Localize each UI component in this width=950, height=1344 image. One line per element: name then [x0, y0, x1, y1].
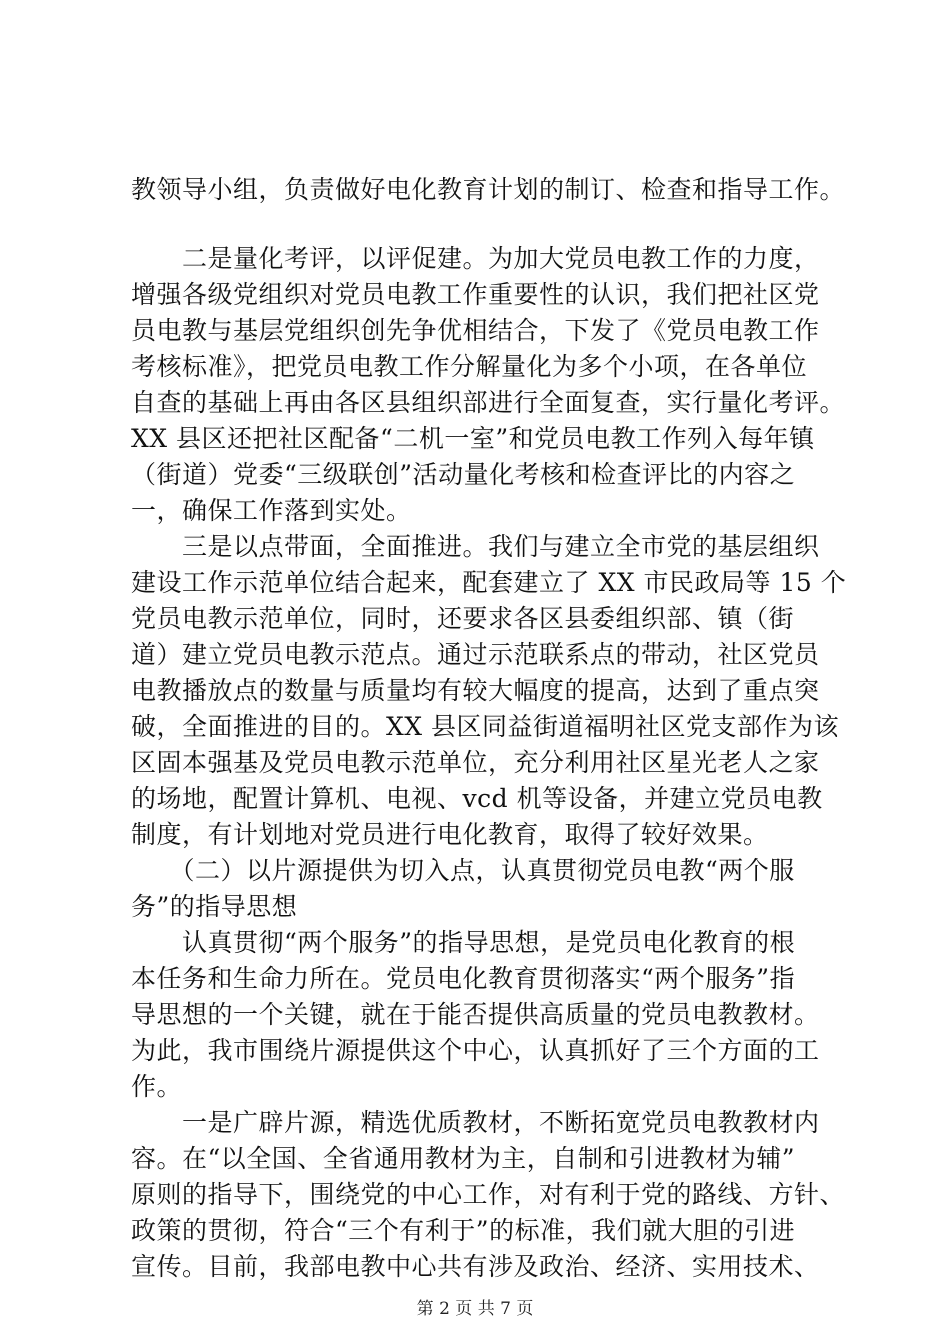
text-line-23: 导思想的一个关键，就在于能否提供高质量的党员电教教材。	[131, 1000, 820, 1029]
page-number-footer: 第 2 页 共 7 页	[416, 1299, 534, 1319]
text-line-26: 一是广辟片源，精选优质教材，不断拓宽党员电教教材内	[131, 1108, 820, 1137]
text-line-5: 考核标准》，把党员电教工作分解量化为多个小项，在各单位	[131, 352, 808, 381]
text-line-28: 原则的指导下，围绕党的中心工作，对有利于党的路线、方针、	[131, 1180, 846, 1209]
text-line-4: 员电教与基层党组织创先争优相结合，下发了《党员电教工作	[131, 316, 820, 345]
text-line-30: 宣传。目前，我部电教中心共有涉及政治、经济、实用技术、	[131, 1252, 820, 1281]
text-line-6: 自查的基础上再由各区县组织部进行全面复查，实行量化考评。	[131, 388, 846, 417]
text-line-3: 增强各级党组织对党员电教工作重要性的认识，我们把社区党	[131, 280, 820, 309]
text-line-21: 认真贯彻“两个服务”的指导思想，是党员电化教育的根	[131, 928, 796, 957]
text-line-16: 区固本强基及党员电教示范单位，充分利用社区星光老人之家	[131, 748, 820, 777]
text-line-13: 道）建立党员电教示范点。通过示范联系点的带动，社区党员	[131, 640, 820, 669]
text-line-9: 一，确保工作落到实处。	[131, 496, 412, 525]
text-line-25: 作。	[131, 1072, 183, 1101]
text-line-29: 政策的贯彻，符合“三个有利于”的标准，我们就大胆的引进	[131, 1216, 796, 1245]
text-line-11: 建设工作示范单位结合起来，配套建立了 XX 市民政局等 15 个	[131, 568, 847, 597]
text-line-18: 制度，有计划地对党员进行电化教育，取得了较好效果。	[131, 820, 769, 849]
text-line-7: XX 县区还把社区配备“二机一室”和党员电教工作列入每年镇	[131, 424, 815, 453]
text-line-10: 三是以点带面，全面推进。我们与建立全市党的基层组织	[131, 532, 820, 561]
text-line-27: 容。在“以全国、全省通用教材为主，自制和引进教材为辅”	[131, 1144, 796, 1173]
text-line-14: 电教播放点的数量与质量均有较大幅度的提高，达到了重点突	[131, 676, 820, 705]
text-line-15: 破，全面推进的目的。XX 县区同益街道福明社区党支部作为该	[131, 712, 840, 741]
text-line-12: 党员电教示范单位，同时，还要求各区县委组织部、镇（街	[131, 604, 795, 633]
text-line-1: 教领导小组，负责做好电化教育计划的制订、检查和指导工作。	[131, 175, 846, 204]
text-line-17: 的场地，配置计算机、电视、vcd 机等设备，并建立党员电教	[131, 784, 823, 813]
text-line-22: 本任务和生命力所在。党员电化教育贯彻落实“两个服务”指	[131, 964, 796, 993]
text-line-24: 为此，我市围绕片源提供这个中心，认真抓好了三个方面的工	[131, 1036, 820, 1065]
section-heading-line-1: （二）以片源提供为切入点，认真贯彻党员电教“两个服	[131, 856, 795, 885]
section-heading-line-2: 务”的指导思想	[131, 892, 298, 921]
text-line-8: （街道）党委“三级联创”活动量化考核和检查评比的内容之	[131, 460, 796, 489]
text-line-2: 二是量化考评，以评促建。为加大党员电教工作的力度，	[131, 244, 820, 273]
